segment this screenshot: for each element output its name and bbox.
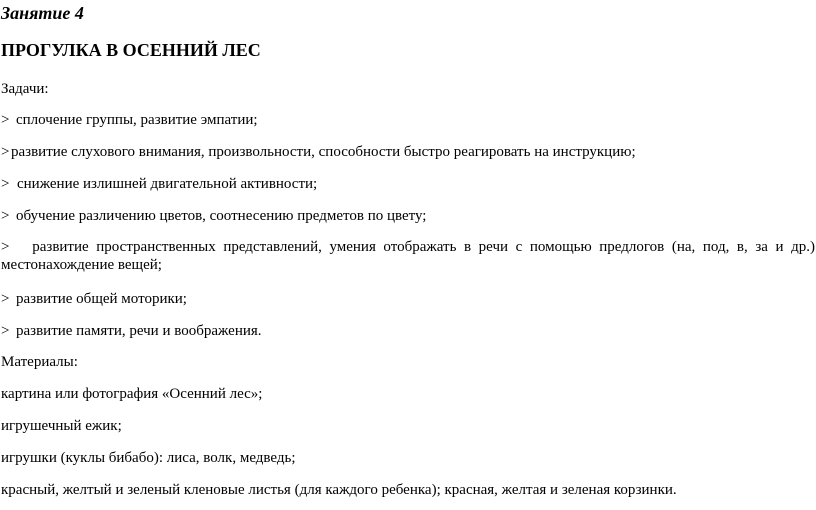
- task-item: [1, 207, 426, 225]
- bullet-marker: >: [1, 112, 10, 128]
- task-item: [1, 111, 258, 129]
- bullet-marker: >: [1, 323, 10, 339]
- task-text: развитие общей моторики;: [16, 291, 187, 307]
- lesson-title: ПРОГУЛКА В ОСЕННИЙ ЛЕС: [1, 40, 261, 60]
- bullet-marker: >: [1, 208, 10, 224]
- bullet-marker: >: [1, 291, 10, 307]
- tasks-heading: Задачи:: [1, 81, 49, 97]
- bullet-marker: >: [1, 239, 10, 255]
- material-item: игрушечный ежик;: [1, 418, 122, 434]
- task-text: снижение излишней двигательной активности;: [17, 176, 318, 192]
- task-item: [1, 290, 187, 308]
- task-text: развитие памяти, речи и воображения.: [16, 323, 262, 339]
- task-item: [1, 238, 815, 274]
- task-text: развитие слухового внимания, произвольности, способности быстро реагировать на инструкцию;: [11, 144, 636, 160]
- task-text: развитие пространственных представлений, умения отображать в речи с помощью предлогов (на, под, в, за и др.) местонахождение вещей;: [1, 239, 815, 273]
- task-item: [1, 143, 636, 161]
- material-item: красный, желтый и зеленый кленовые листья (для каждого ребенка); красная, желтая и зеленая корзинки.: [1, 482, 677, 498]
- bullet-marker: >: [1, 144, 10, 160]
- task-item: [1, 322, 262, 340]
- material-item: игрушки (куклы бибабо): лиса, волк, медведь;: [1, 450, 296, 466]
- lesson-number: Занятие 4: [1, 3, 84, 23]
- task-text: обучение различению цветов, соотнесению предметов по цвету;: [16, 208, 427, 224]
- task-item: [1, 175, 317, 193]
- bullet-marker: >: [1, 176, 10, 192]
- material-item: картина или фотография «Осенний лес»;: [1, 386, 263, 402]
- task-text: сплочение группы, развитие эмпатии;: [16, 112, 258, 128]
- materials-heading: Материалы:: [1, 354, 78, 370]
